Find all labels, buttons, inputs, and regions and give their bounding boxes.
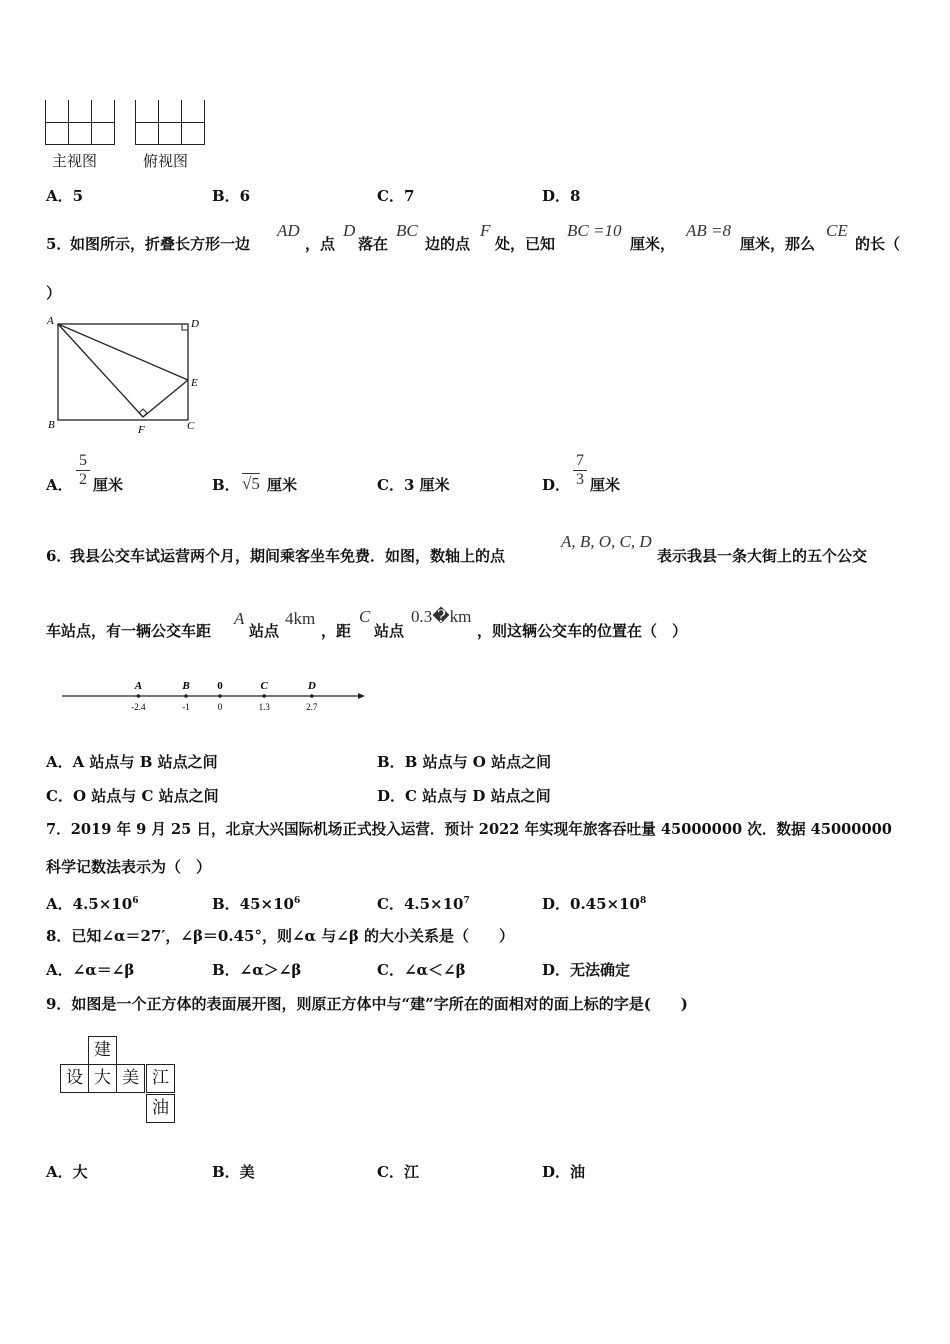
q6-math-a: A — [234, 609, 245, 628]
q9-option-a[interactable]: A．大 — [46, 1163, 88, 1181]
q5-math-ce: CE — [826, 221, 848, 240]
q6-math-03km: 0.3�km — [411, 607, 472, 626]
q9-line-1: 9．如图是一个正方体的表面展开图，则原正方体中与“建”字所在的面相对的面上标的字是( ) — [46, 995, 688, 1013]
label-f: F — [138, 424, 145, 436]
axis-point-name-1: B — [182, 680, 190, 692]
q6-option-a[interactable]: A．A 站点与 B 站点之间 — [46, 753, 218, 771]
axis-point-4 — [310, 694, 314, 698]
axis-point-value-1: -1 — [182, 702, 190, 712]
q8-option-a[interactable]: A．∠α＝∠β — [46, 961, 135, 979]
q6-number: 6． — [46, 547, 72, 565]
q6-text-1: 我县公交车试运营两个月，期间乘客坐车免费．如图，数轴上的点 — [70, 547, 506, 565]
label-c: C — [187, 420, 195, 432]
label-d: D — [191, 318, 199, 330]
option-text: A．4.5×10 — [46, 895, 133, 913]
q5-math-ab8: AB =8 — [686, 221, 731, 240]
q6-math-points: A, B, O, C, D — [561, 532, 652, 551]
fraction-numerator: 7 — [576, 452, 584, 469]
q5-math-bc10: BC =10 — [567, 221, 622, 240]
axis-point-0 — [137, 694, 141, 698]
q5-text-6: 厘米， — [630, 235, 676, 253]
label-e: E — [191, 377, 198, 389]
axis-point-name-2: 0 — [217, 680, 223, 692]
segment-af — [58, 324, 143, 417]
axis-point-value-2: 0 — [217, 702, 223, 712]
q5-option-a-fraction — [76, 452, 90, 489]
net-cell-da: 大 — [88, 1064, 117, 1093]
axis-point-name-0: A — [134, 680, 143, 692]
q6-text-4: 站点 — [249, 622, 280, 640]
q4-option-b[interactable]: B．6 — [212, 187, 251, 205]
axis-point-value-0: -2.4 — [131, 702, 146, 712]
axis-arrow — [358, 693, 365, 699]
net-cell-she: 设 — [60, 1064, 89, 1093]
net-cell-mei: 美 — [116, 1064, 145, 1093]
option-text: D．0.45×10 — [542, 895, 640, 913]
net-cell-jian: 建 — [88, 1036, 117, 1065]
q5-option-c[interactable]: C．3 厘米 — [377, 476, 450, 494]
option-exponent: 7 — [463, 896, 470, 906]
q9-option-b[interactable]: B．美 — [212, 1163, 255, 1181]
segment-ae — [58, 324, 188, 380]
q8-option-c[interactable]: C．∠α＜∠β — [377, 961, 466, 979]
q5-text-3: 落在 — [358, 235, 389, 253]
top-view-caption: 俯视图 — [143, 152, 189, 170]
q6-option-b[interactable]: B．B 站点与 O 站点之间 — [377, 753, 552, 771]
q4-option-d[interactable]: D．8 — [542, 187, 581, 205]
q7-option-b[interactable] — [212, 891, 300, 914]
q5-text-2: ，点 — [305, 235, 336, 253]
q9-option-c[interactable]: C．江 — [377, 1163, 419, 1181]
q5-option-a-unit: 厘米 — [93, 476, 124, 494]
option-exponent: 6 — [132, 896, 139, 906]
q7-option-a[interactable] — [46, 891, 138, 914]
cube-net-figure — [60, 1036, 178, 1124]
q5-option-d-label[interactable]: D． — [542, 476, 571, 494]
q6-text-7: ，则这辆公交车的位置在（ ） — [477, 622, 688, 640]
q5-math-d: D — [343, 221, 356, 240]
net-cell-jiang: 江 — [146, 1064, 175, 1093]
q5-text-9: ） — [46, 284, 62, 302]
axis-point-value-3: 1.3 — [258, 702, 270, 712]
option-exponent: 8 — [639, 896, 647, 906]
q6-text-3: 车站点，有一辆公交车距 — [46, 622, 212, 640]
q9-option-d[interactable]: D．油 — [542, 1163, 586, 1181]
q5-math-ad: AD — [277, 221, 300, 240]
net-cell-you: 油 — [146, 1094, 175, 1123]
q5-number: 5． — [46, 235, 72, 253]
q5-option-b-unit: 厘米 — [267, 476, 298, 494]
q6-math-4km: 4km — [285, 609, 316, 628]
label-b: B — [48, 419, 55, 431]
fraction-denominator: 2 — [79, 471, 87, 488]
q7-line-1: 7．2019 年 9 月 25 日，北京大兴国际机场正式投入运营．预计 2022 年实现年旅客吞吐量 45000000 次．数据 45000000 — [46, 821, 892, 838]
front-view-caption: 主视图 — [52, 152, 98, 170]
q4-option-c[interactable]: C．7 — [377, 187, 415, 205]
q5-option-a-label[interactable]: A． — [46, 476, 73, 494]
q6-text-2: 表示我县一条大街上的五个公交 — [657, 547, 868, 565]
axis-point-name-3: C — [260, 680, 268, 692]
q8-line-1: 8．已知∠α＝27′，∠β＝0.45°，则∠α 与∠β 的大小关系是（ ） — [46, 927, 515, 945]
q5-option-b-sqrt: √5 — [242, 474, 260, 493]
q5-rectangle-figure — [44, 312, 206, 440]
q7-option-c[interactable] — [377, 891, 470, 914]
q5-text-5: 处，已知 — [495, 235, 556, 253]
axis-point-2 — [218, 694, 222, 698]
segment-fe — [143, 380, 188, 417]
q6-text-6: 站点 — [374, 622, 405, 640]
q5-option-b-label[interactable]: B． — [212, 476, 240, 494]
q5-option-d-unit: 厘米 — [590, 476, 621, 494]
fraction-denominator: 3 — [576, 471, 584, 488]
q7-line-2: 科学记数法表示为（ ） — [46, 858, 212, 876]
q6-option-d[interactable]: D．C 站点与 D 站点之间 — [377, 787, 551, 805]
option-exponent: 6 — [294, 896, 301, 906]
q6-option-c[interactable]: C．O 站点与 C 站点之间 — [46, 787, 219, 805]
right-angle-mark-d — [182, 324, 188, 330]
option-text: B．45×10 — [212, 895, 294, 913]
front-view-figure — [45, 100, 115, 145]
q5-math-bc: BC — [396, 221, 418, 240]
top-view-figure — [135, 100, 205, 145]
axis-point-1 — [184, 694, 188, 698]
fraction-numerator: 5 — [79, 452, 87, 469]
q5-text-1: 如图所示，折叠长方形一边 — [70, 235, 251, 253]
label-a: A — [47, 315, 54, 327]
q5-text-7: 厘米，那么 — [740, 235, 816, 253]
q4-option-a[interactable]: A．5 — [46, 187, 84, 205]
axis-point-name-4: D — [307, 680, 316, 692]
q5-text-8: 的长（ — [855, 235, 901, 253]
q8-option-b[interactable]: B．∠α＞∠β — [212, 961, 302, 979]
q5-option-d-fraction — [573, 452, 587, 489]
q7-option-d[interactable] — [542, 891, 646, 914]
axis-point-value-4: 2.7 — [306, 702, 318, 712]
q6-number-line — [58, 674, 370, 716]
q5-text-4: 边的点 — [425, 235, 471, 253]
q5-math-f: F — [480, 221, 491, 240]
q6-text-5: ，距 — [321, 622, 352, 640]
q6-math-c: C — [359, 607, 371, 626]
option-text: C．4.5×10 — [377, 895, 464, 913]
axis-point-3 — [262, 694, 266, 698]
q8-option-d[interactable]: D．无法确定 — [542, 961, 631, 979]
